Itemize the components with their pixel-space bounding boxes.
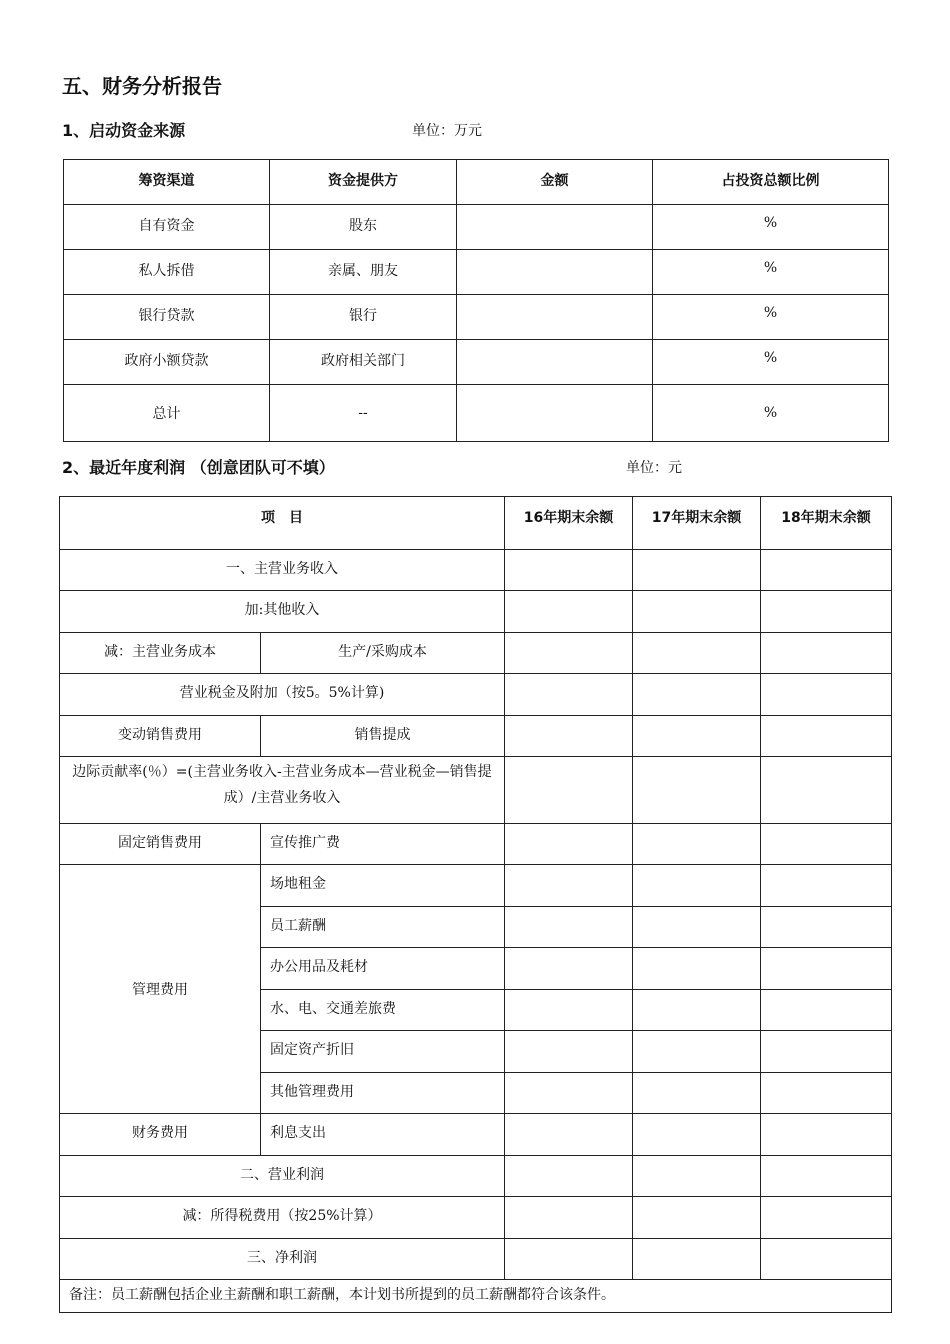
value-cell[interactable]	[505, 948, 633, 990]
value-cell[interactable]	[505, 1031, 633, 1073]
cell-amount[interactable]	[457, 385, 653, 442]
table-row	[64, 295, 889, 340]
row-sublabel: 宣传推广费	[261, 824, 505, 865]
header-channel: 筹资渠道	[64, 160, 270, 205]
value-cell[interactable]	[505, 674, 633, 716]
value-cell[interactable]	[633, 757, 761, 824]
table-row	[60, 1239, 892, 1280]
cell-ratio[interactable]: %	[653, 340, 889, 385]
cell-channel: 自有资金	[64, 205, 270, 250]
value-cell[interactable]	[505, 591, 633, 633]
section1-unit: 单位：万元	[412, 123, 482, 139]
value-cell[interactable]	[633, 1031, 761, 1073]
row-label: 固定销售费用	[60, 824, 261, 865]
footnote: 备注：员工薪酬包括企业主薪酬和职工薪酬，本计划书所提到的员工薪酬都符合该条件。	[60, 1280, 892, 1313]
row-label: 变动销售费用	[60, 716, 261, 757]
row-label: 一、主营业务收入	[60, 550, 505, 591]
funding-sources-table	[63, 159, 889, 442]
table-row	[60, 1114, 892, 1156]
value-cell[interactable]	[761, 865, 892, 907]
value-cell[interactable]	[505, 1114, 633, 1156]
value-cell[interactable]	[633, 1197, 761, 1239]
profit-table	[59, 496, 892, 1313]
value-cell[interactable]	[505, 550, 633, 591]
row-sublabel: 生产/采购成本	[261, 633, 505, 674]
header-y18: 18年期末余额	[761, 497, 892, 550]
cell-ratio[interactable]: %	[653, 385, 889, 442]
row-sublabel: 水、电、交通差旅费	[261, 990, 505, 1031]
value-cell[interactable]	[505, 716, 633, 757]
cell-amount[interactable]	[457, 205, 653, 250]
header-y16: 16年期末余额	[505, 497, 633, 550]
value-cell[interactable]	[761, 716, 892, 757]
value-cell[interactable]	[633, 633, 761, 674]
section2-unit: 单位：元	[626, 460, 682, 476]
value-cell[interactable]	[505, 990, 633, 1031]
row-sublabel: 办公用品及耗材	[261, 948, 505, 990]
section2-heading: 2、最近年度利润 （创意团队可不填）	[62, 458, 335, 477]
table-row	[60, 716, 892, 757]
value-cell[interactable]	[633, 1156, 761, 1197]
table-row	[64, 250, 889, 295]
value-cell[interactable]	[761, 948, 892, 990]
value-cell[interactable]	[761, 990, 892, 1031]
cell-channel: 银行贷款	[64, 295, 270, 340]
value-cell[interactable]	[761, 757, 892, 824]
cell-channel: 政府小额贷款	[64, 340, 270, 385]
table-row	[60, 757, 892, 824]
row-sublabel: 员工薪酬	[261, 907, 505, 948]
value-cell[interactable]	[633, 550, 761, 591]
value-cell[interactable]	[761, 1073, 892, 1114]
value-cell[interactable]	[505, 1239, 633, 1280]
value-cell[interactable]	[505, 633, 633, 674]
value-cell[interactable]	[633, 1073, 761, 1114]
table-row	[60, 591, 892, 633]
cell-channel: 总计	[64, 385, 270, 442]
cell-ratio[interactable]: %	[653, 205, 889, 250]
row-label: 财务费用	[60, 1114, 261, 1156]
value-cell[interactable]	[761, 674, 892, 716]
table-row	[60, 865, 892, 907]
table-row	[60, 1156, 892, 1197]
cell-provider: --	[270, 385, 457, 442]
row-label: 减：所得税费用（按25%计算）	[60, 1197, 505, 1239]
cell-provider: 亲属、朋友	[270, 250, 457, 295]
value-cell[interactable]	[761, 1197, 892, 1239]
value-cell[interactable]	[633, 948, 761, 990]
page-title: 五、财务分析报告	[62, 74, 222, 98]
section1-heading: 1、启动资金来源	[62, 121, 186, 140]
cell-ratio[interactable]: %	[653, 295, 889, 340]
value-cell[interactable]	[761, 591, 892, 633]
row-sublabel: 销售提成	[261, 716, 505, 757]
value-cell[interactable]	[633, 591, 761, 633]
row-sublabel: 利息支出	[261, 1114, 505, 1156]
value-cell[interactable]	[633, 990, 761, 1031]
note-row	[60, 1280, 892, 1313]
value-cell[interactable]	[761, 824, 892, 865]
value-cell[interactable]	[633, 824, 761, 865]
table-row	[60, 824, 892, 865]
cell-amount[interactable]	[457, 340, 653, 385]
value-cell[interactable]	[761, 633, 892, 674]
header-y17: 17年期末余额	[633, 497, 761, 550]
header-amount: 金额	[457, 160, 653, 205]
value-cell[interactable]	[505, 1197, 633, 1239]
row-sublabel: 场地租金	[261, 865, 505, 907]
row-sublabel: 固定资产折旧	[261, 1031, 505, 1073]
header-item: 项 目	[60, 497, 505, 550]
value-cell[interactable]	[505, 865, 633, 907]
table-row	[60, 550, 892, 591]
table-row	[64, 205, 889, 250]
row-label: 加:其他收入	[60, 591, 505, 633]
value-cell[interactable]	[633, 1239, 761, 1280]
value-cell[interactable]	[505, 757, 633, 824]
cell-provider: 政府相关部门	[270, 340, 457, 385]
table-row	[60, 674, 892, 716]
row-sublabel: 其他管理费用	[261, 1073, 505, 1114]
header-provider: 资金提供方	[270, 160, 457, 205]
cell-amount[interactable]	[457, 250, 653, 295]
table-row	[60, 1197, 892, 1239]
cell-amount[interactable]	[457, 295, 653, 340]
value-cell[interactable]	[761, 1156, 892, 1197]
value-cell[interactable]	[761, 907, 892, 948]
table-row-total	[64, 385, 889, 442]
cell-channel: 私人拆借	[64, 250, 270, 295]
row-label: 营业税金及附加（按5。5%计算)	[60, 674, 505, 716]
value-cell[interactable]	[761, 1031, 892, 1073]
value-cell[interactable]	[761, 1239, 892, 1280]
value-cell[interactable]	[761, 550, 892, 591]
row-label: 减：主营业务成本	[60, 633, 261, 674]
row-label: 管理费用	[60, 865, 261, 1114]
value-cell[interactable]	[761, 1114, 892, 1156]
cell-provider: 股东	[270, 205, 457, 250]
value-cell[interactable]	[505, 907, 633, 948]
value-cell[interactable]	[633, 907, 761, 948]
table-row	[60, 633, 892, 674]
value-cell[interactable]	[633, 865, 761, 907]
row-label: 边际贡献率(％）=(主营业务收入-主营业务成本—营业税金—销售提成）/主营业务收入	[60, 757, 505, 824]
row-label: 二、营业利润	[60, 1156, 505, 1197]
value-cell[interactable]	[505, 1156, 633, 1197]
cell-ratio[interactable]: %	[653, 250, 889, 295]
value-cell[interactable]	[505, 824, 633, 865]
value-cell[interactable]	[505, 1073, 633, 1114]
value-cell[interactable]	[633, 1114, 761, 1156]
table-row	[64, 340, 889, 385]
cell-provider: 银行	[270, 295, 457, 340]
value-cell[interactable]	[633, 674, 761, 716]
value-cell[interactable]	[633, 716, 761, 757]
header-ratio: 占投资总额比例	[653, 160, 889, 205]
row-label: 三、净利润	[60, 1239, 505, 1280]
